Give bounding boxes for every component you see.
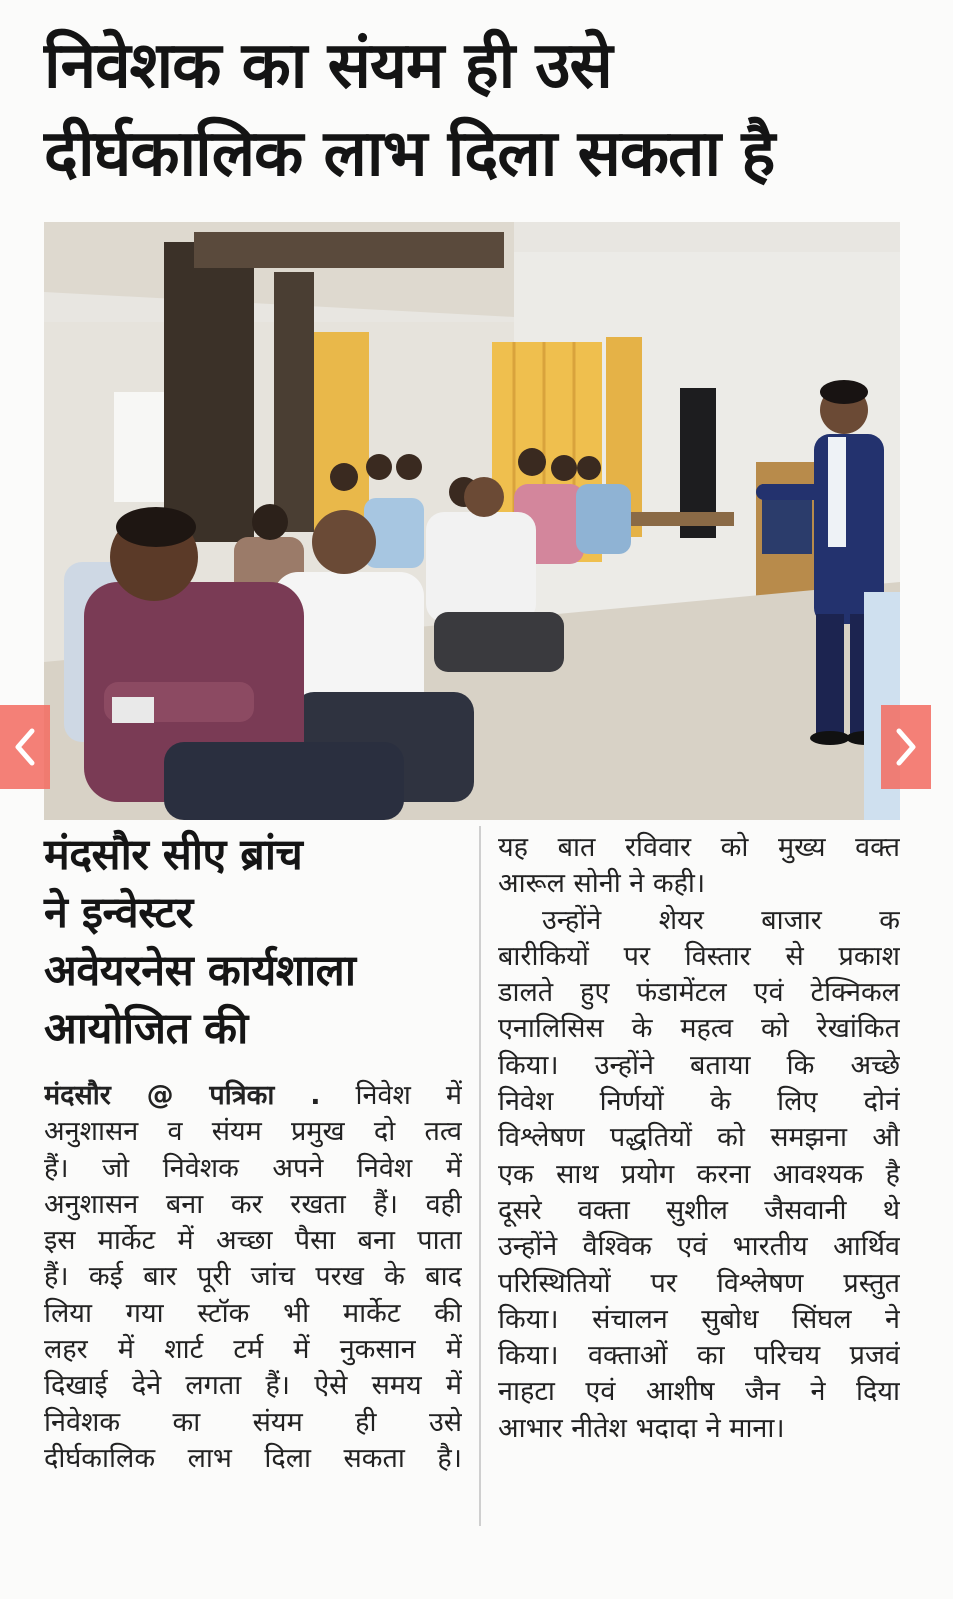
body-line: निवेशक का संयम ही उसे: [44, 1406, 462, 1438]
body-line: बारीकियों पर विस्तार से प्रकाश: [498, 940, 900, 972]
body-line: किया। वक्ताओं का परिचय प्रजवं: [498, 1340, 900, 1372]
body-line: दिखाई देने लगता हैं। ऐसे समय में: [44, 1370, 462, 1402]
body-line: [44, 1078, 462, 1114]
body-line: किया। उन्होंने बताया कि अच्छे: [498, 1049, 900, 1081]
column-divider: [479, 826, 481, 1526]
article-headline: [44, 22, 914, 198]
body-line: अनुशासन व संयम प्रमुख दो तत्व: [44, 1116, 462, 1148]
subhead-line-1: मंदसौर सीए ब्रांच: [44, 830, 303, 880]
article-photo: [44, 222, 900, 820]
chevron-right-icon: [891, 725, 921, 769]
headline-line-1: निवेशक का संयम ही उसे: [44, 29, 612, 103]
article-body-left-column: [44, 1078, 462, 1477]
body-line: दीर्घकालिक लाभ दिला सकता है।: [44, 1442, 462, 1474]
body-line: हैं। जो निवेशक अपने निवेश में: [44, 1152, 462, 1184]
body-line: आभार नीतेश भदादा ने माना।: [498, 1412, 785, 1444]
body-line: एक साथ प्रयोग करना आवश्यक है: [498, 1158, 900, 1190]
body-line: आरूल सोनी ने कही।: [498, 868, 706, 900]
subhead-line-2: ने इन्वेस्टर: [44, 888, 193, 938]
body-line: किया। संचालन सुबोध सिंघल ने: [498, 1303, 900, 1335]
chevron-left-icon: [10, 725, 40, 769]
next-image-button[interactable]: [881, 705, 931, 789]
body-line: विश्लेषण पद्धतियों को समझना औ: [498, 1122, 900, 1154]
body-line: एनालिसिस के महत्व को रेखांकित: [498, 1013, 900, 1045]
body-line: हैं। कई बार पूरी जांच परख के बाद: [44, 1261, 462, 1293]
body-line: लहर में शार्ट टर्म में नुकसान में: [44, 1334, 462, 1366]
workshop-photo-illustration: [44, 222, 900, 820]
body-line: परिस्थितियों पर विश्लेषण प्रस्तुत: [498, 1267, 900, 1299]
body-line: नाहटा एवं आशीष जैन ने दिया: [498, 1376, 900, 1408]
body-line-text: निवेश में: [355, 1080, 462, 1111]
body-line: अनुशासन बना कर रखता हैं। वही: [44, 1188, 462, 1220]
body-line: डालते हुए फंडामेंटल एवं टेक्निकल: [498, 977, 900, 1009]
subhead-line-4: आयोजित की: [44, 1004, 248, 1054]
body-line: इस मार्केट में अच्छा पैसा बना पाता: [44, 1225, 462, 1257]
body-line: दूसरे वक्ता सुशील जैसवानी थे: [498, 1194, 900, 1226]
previous-image-button[interactable]: [0, 705, 50, 789]
subhead-line-3: अवेयरनेस कार्यशाला: [44, 946, 356, 996]
article-subheading: [44, 826, 474, 1058]
body-line: उन्होंने वैश्विक एवं भारतीय आर्थिव: [498, 1231, 900, 1263]
article-body-right-column: [498, 830, 900, 1447]
body-line: उन्होंने शेयर बाजार क: [542, 904, 900, 936]
dateline: मंदसौर @ पत्रिका .: [44, 1080, 321, 1111]
body-line: निवेश निर्णयों के लिए दोनं: [498, 1086, 900, 1118]
body-line: यह बात रविवार को मुख्य वक्त: [498, 832, 900, 863]
body-line: लिया गया स्टॉक भी मार्केट की: [44, 1297, 462, 1329]
headline-line-2: दीर्घकालिक लाभ दिला सकता है: [44, 117, 775, 191]
